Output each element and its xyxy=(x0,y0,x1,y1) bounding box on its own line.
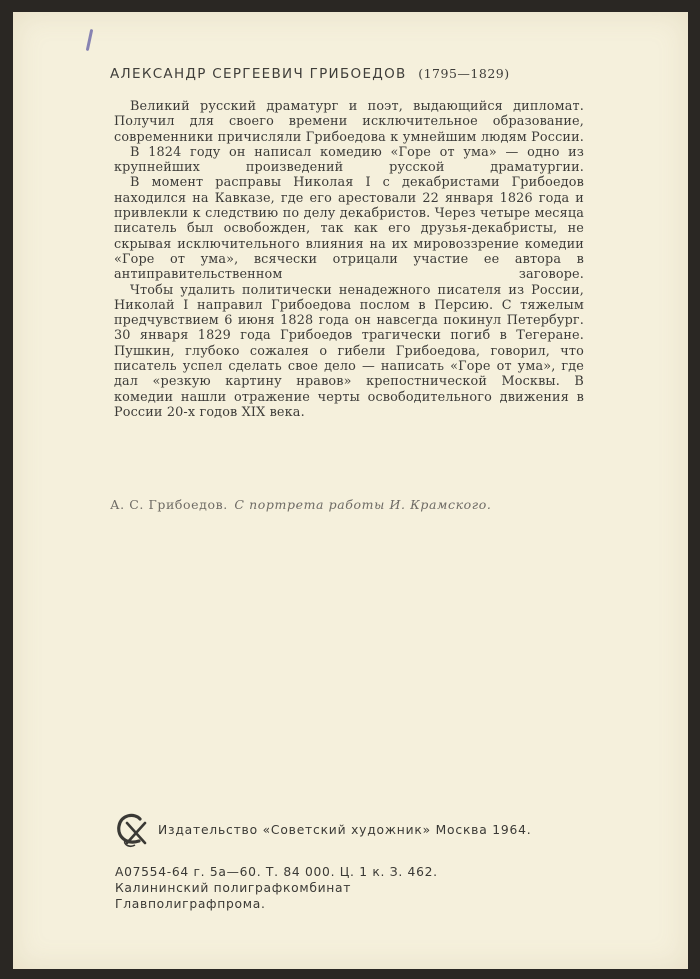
postcard-back xyxy=(13,12,688,969)
biography-paragraph: В момент расправы Николая I с декабристами Грибоедов находился на Кавказе, где его арестовали 22 января 1826 года и привлекли к следствию по делу декабристов. Через четыре месяца писатель был освобожден, так как его друзья-декабристы, не скрывая исключительного влияния на их мировоззрение комедии «Горе от ума», всячески отрицали участие ее автора в антиправительственном заговоре. xyxy=(114,175,584,283)
biography-paragraph: Чтобы удалить политически ненадежного писателя из России, Николай I направил Грибоедова послом в Персию. С тяжелым предчувствием 6 июня 1828 года он навсегда покинул Петербург. 30 января 1829 года Грибоедов трагически погиб в Тегеране. Пушкин, глубоко сожалея о гибели Грибоедова, говорил, что писатель успел сделать свое дело — написать «Горе от ума», где дал «резкую картину нравов» крепостнической Москвы. В комедии нашли отражение черты освободительного движения в России 20-х годов XIX века. xyxy=(114,282,584,420)
page-title xyxy=(110,66,510,82)
caption-source: С портрета работы И. Крамского. xyxy=(234,497,492,512)
portrait-caption xyxy=(110,497,491,512)
sovetsky-khudozhnik-logo-icon xyxy=(113,810,151,850)
author-name: АЛЕКСАНДР СЕРГЕЕВИЧ ГРИБОЕДОВ xyxy=(110,66,407,82)
biography-paragraph: Великий русский драматург и поэт, выдающийся дипломат. Получил для своего времени исключительное образование, современники причисляли Грибоедова к умнейшим людям России. xyxy=(114,99,584,145)
imprint-line: А07554-64 г. 5а—60. Т. 84 000. Ц. 1 к. З. 462. xyxy=(115,865,438,879)
author-years: (1795—1829) xyxy=(418,66,510,81)
imprint-line: Главполиграфпрома. xyxy=(115,897,266,911)
imprint-line: Калининский полиграфкомбинат xyxy=(115,881,352,895)
biography-text xyxy=(114,99,584,420)
caption-subject: А. С. Грибоедов. xyxy=(110,497,228,512)
publisher-row xyxy=(113,810,613,850)
ink-mark xyxy=(86,29,94,51)
publisher-line: Издательство «Советский художник» Москва 1964. xyxy=(158,823,532,837)
biography-paragraph: В 1824 году он написал комедию «Горе от ума» — одно из крупнейших произведений русской драматургии. xyxy=(114,144,584,176)
printing-imprint xyxy=(115,864,438,912)
